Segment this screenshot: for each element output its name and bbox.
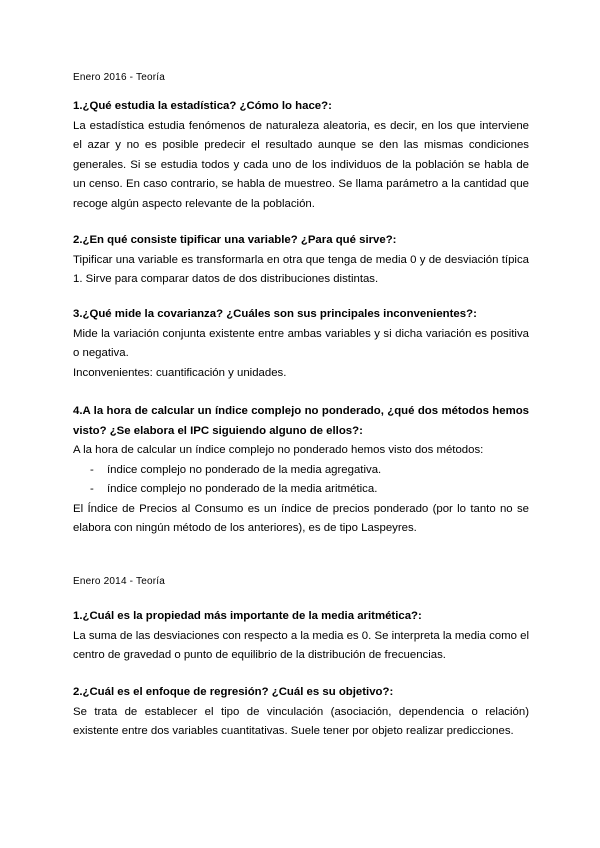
section-label-2014: Enero 2014 - Teoría [73,576,166,587]
question-heading: 1.¿Qué estudia la estadística? ¿Cómo lo hace?: [73,100,332,112]
answer-paragraph: La suma de las desviaciones con respecto a la media es 0. Se interpreta la media como el centro de gravedad o punto de equilibrio de la distribución de frecuencias. [73,629,529,661]
qa-block-2014-1 [73,607,529,666]
question-heading: 1.¿Cuál es la propiedad más importante de la media aritmética?: [73,610,422,622]
answer-paragraph: El Índice de Precios al Consumo es un índice de precios ponderado (por lo tanto no se elabora con ningún método de los anteriores), es de tipo Laspeyres. [73,502,529,534]
bullet-marker: - [90,483,94,495]
list-item-text: índice complejo no ponderado de la media aritmética. [107,483,378,495]
answer-paragraph: Inconvenientes: cuantificación y unidades. [73,366,287,379]
answer-paragraph: Tipificar una variable es transformarla en otra que tenga de media 0 y de desviación típica 1. Sirve para comparar datos de dos distribuciones distintas. [73,253,529,285]
list-item [73,461,529,481]
list-item-text: índice complejo no ponderado de la media agregativa. [107,463,382,476]
question-heading: 4.A la hora de calcular un índice complejo no ponderado, ¿qué dos métodos hemos visto? ¿Se elabora el IPC siguiendo alguno de ellos?: [73,405,529,437]
bullet-marker: - [90,463,94,476]
question-heading: 2.¿Cuál es el enfoque de regresión? ¿Cuál es su objetivo?: [73,686,394,698]
answer-paragraph: Se trata de establecer el tipo de vinculación (asociación, dependencia o relación) existente entre dos variables cuantitativas. Suele tener por objeto realizar predicciones. [73,705,529,737]
qa-block-2016-4 [73,402,529,539]
answer-paragraph: La estadística estudia fenómenos de naturaleza aleatoria, es decir, en los que interviene el azar y no es posible predecir el resultado aunque se den las mismas condiciones generales. Si se estudia todos y cada uno de los individuos de la población se habla de un censo. En caso contrario, se habla de muestreo. Se llama parámetro a la cantidad que recoge algún aspecto relevante de la población. [73,119,529,210]
answer-paragraph: Mide la variación conjunta existente entre ambas variables y si dicha variación es positiva o negativa. [73,327,529,359]
qa-block-2016-1 [73,97,529,214]
section-label-2016: Enero 2016 - Teoría [73,72,166,83]
qa-block-2016-2 [73,231,529,290]
question-heading: 2.¿En qué consiste tipificar una variable? ¿Para qué sirve?: [73,234,397,246]
list-item [73,480,529,500]
question-heading: 3.¿Qué mide la covarianza? ¿Cuáles son sus principales inconvenientes?: [73,308,477,320]
qa-block-2016-3 [73,305,529,383]
bullet-list [73,461,529,500]
qa-block-2014-2 [73,683,529,742]
answer-intro: A la hora de calcular un índice complejo no ponderado hemos visto dos métodos: [73,444,484,456]
